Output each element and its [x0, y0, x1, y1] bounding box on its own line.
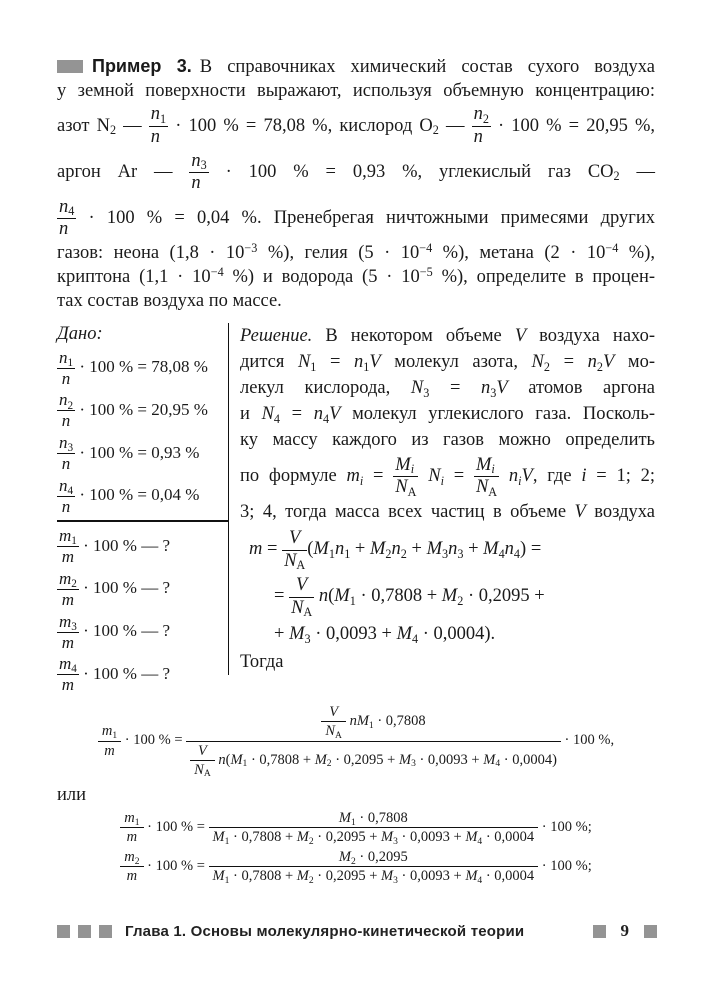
intro-line: тах состав воздуха по массе.	[57, 291, 282, 312]
chapter-title: Глава 1. Основы молекулярно-кинетической теории	[125, 922, 525, 940]
derivation-section	[57, 703, 655, 885]
example-heading-text: В справочниках химический состав сухого воздуха	[199, 57, 655, 77]
solution-line: Решение. В некотором объеме V воздуха нахо-	[240, 326, 655, 347]
page-footer	[57, 921, 657, 941]
intro-math-line: азот $N_2$ — $\frac{n_1}{n}$ · 100 % = 78,08 %, кислород $O_2$ — $\frac{n_2}{n}$ · 100 % = 20,95 %,	[57, 104, 655, 148]
given-question-row: $\frac{m_2}{m}$ · 100 % — ?	[59, 568, 171, 610]
solution-formula-line: по формуле $m_i$ = $\frac{M_i}{N_А}$ $N_i$ = $\frac{M_i}{N_А}$ $n_iV$, где i = 1; 2;	[240, 454, 656, 499]
given-question-row: $\frac{m_1}{m}$ · 100 % — ?	[59, 526, 171, 567]
solution-line: ку массу каждого из газов можно определить	[240, 430, 655, 451]
solution-formula-line: m = $\frac{V}{N_А}$ $(M_1n_1 + M_2n_2 + M_3n_3 + M_4n_4)$ =	[249, 527, 542, 572]
intro-line: газов: неона ($1,8 \cdot 10^{-3}$ %), гелия ($5 \cdot 10^{-4}$ %), метана ($2 \cdot 10^{-4}$ %),	[57, 241, 656, 264]
solution-formula-line: + $M_3 \cdot 0,0093 + M_4 \cdot 0,0004$).	[274, 624, 496, 646]
solution-line: дится $N_1 = n_1V$ молекул азота, $N_2 = n_2V$ мо-	[240, 352, 655, 374]
given-row: $\frac{n_1}{n}$ · 100 % = 78,08 %	[59, 347, 208, 388]
intro-math-line: аргон Ar — $\frac{n_3}{n}$ · 100 % = 0,93 %, углекислый газ $CO_2$ —	[57, 150, 656, 194]
given-panel	[57, 323, 228, 695]
given-question-row: $\frac{m_4}{m}$ · 100 % — ?	[59, 654, 171, 695]
given-row: $\frac{n_4}{n}$ · 100 % = 0,04 %	[59, 475, 200, 516]
solution-line: лекул кислорода, $N_3 = n_3V$ атомов аргона	[240, 378, 656, 400]
solution-line: и $N_4 = n_4V$ молекул углекислого газа. Посколь-	[240, 404, 656, 426]
footer-marker-square	[57, 925, 70, 938]
footer-marker-square	[99, 925, 112, 938]
solution-line: 3; 4, тогда масса всех частиц в объеме V воздуха	[240, 502, 656, 523]
given-row: $\frac{n_3}{n}$ · 100 % = 0,93 %	[59, 433, 200, 474]
intro-line: у земной поверхности выражают, используя объемную концентрацию:	[57, 81, 655, 101]
derivation-formula-3: $\frac{m_2}{m}$ · 100 % = $\frac{M_2 \cdot 0,2095}{M_1 \cdot 0,7808 + M_2 \cdot 0,2095 + M_3 \cdot 0,0093 + M_4 \cdot 0,0004}$ · 100 %;	[57, 848, 655, 885]
problem-columns	[57, 323, 655, 695]
example-label: Пример 3.	[92, 56, 192, 76]
given-title: Дано:	[57, 324, 103, 345]
derivation-formula-2: $\frac{m_1}{m}$ · 100 % = $\frac{M_1 \cdot 0,7808}{M_1 \cdot 0,7808 + M_2 \cdot 0,2095 + M_3 \cdot 0,0093 + M_4 \cdot 0,0004}$ · 100 %;	[57, 809, 655, 846]
given-question-row: $\frac{m_3}{m}$ · 100 % — ?	[59, 611, 171, 652]
intro-line: криптона ($1,1 \cdot 10^{-4}$ %) и водорода ($5 \cdot 10^{-5}$ %), определите в процен-	[57, 265, 656, 288]
solution-formula-line: = $\frac{V}{N_А}$ $n(M_1 \cdot 0,7808 + M_2 \cdot 0,2095$ +	[274, 574, 545, 619]
given-row: $\frac{n_2}{n}$ · 100 % = 20,95 %	[59, 390, 208, 431]
intro-math-line: $\frac{n_4}{n}$ · 100 % = 0,04 %. Пренебрегая ничтожными примесями других	[59, 196, 655, 240]
page-number: 9	[620, 921, 629, 940]
example-marker-square	[57, 60, 83, 73]
footer-page-block	[593, 921, 658, 941]
solution-line: Тогда	[240, 652, 284, 673]
footer-marker-square	[593, 925, 606, 938]
given-divider	[57, 520, 228, 522]
footer-marker-square	[644, 925, 657, 938]
solution-panel	[228, 323, 655, 675]
or-connector: или	[57, 784, 87, 805]
derivation-formula-1: $\frac{m_1}{m}$ · 100 % = $\frac{V}{N_А}$ $nM_1 \cdot 0,7808$ $\frac{V}{N_А}$ $n(M_1 \cdot 0,7808 + M_2 \cdot 0,2095 + M_3 \cdot 0,0093 + M_4 \cdot 0,0004)$ · 100 %,	[57, 703, 655, 779]
footer-marker-square	[78, 925, 91, 938]
example-heading	[57, 54, 655, 79]
